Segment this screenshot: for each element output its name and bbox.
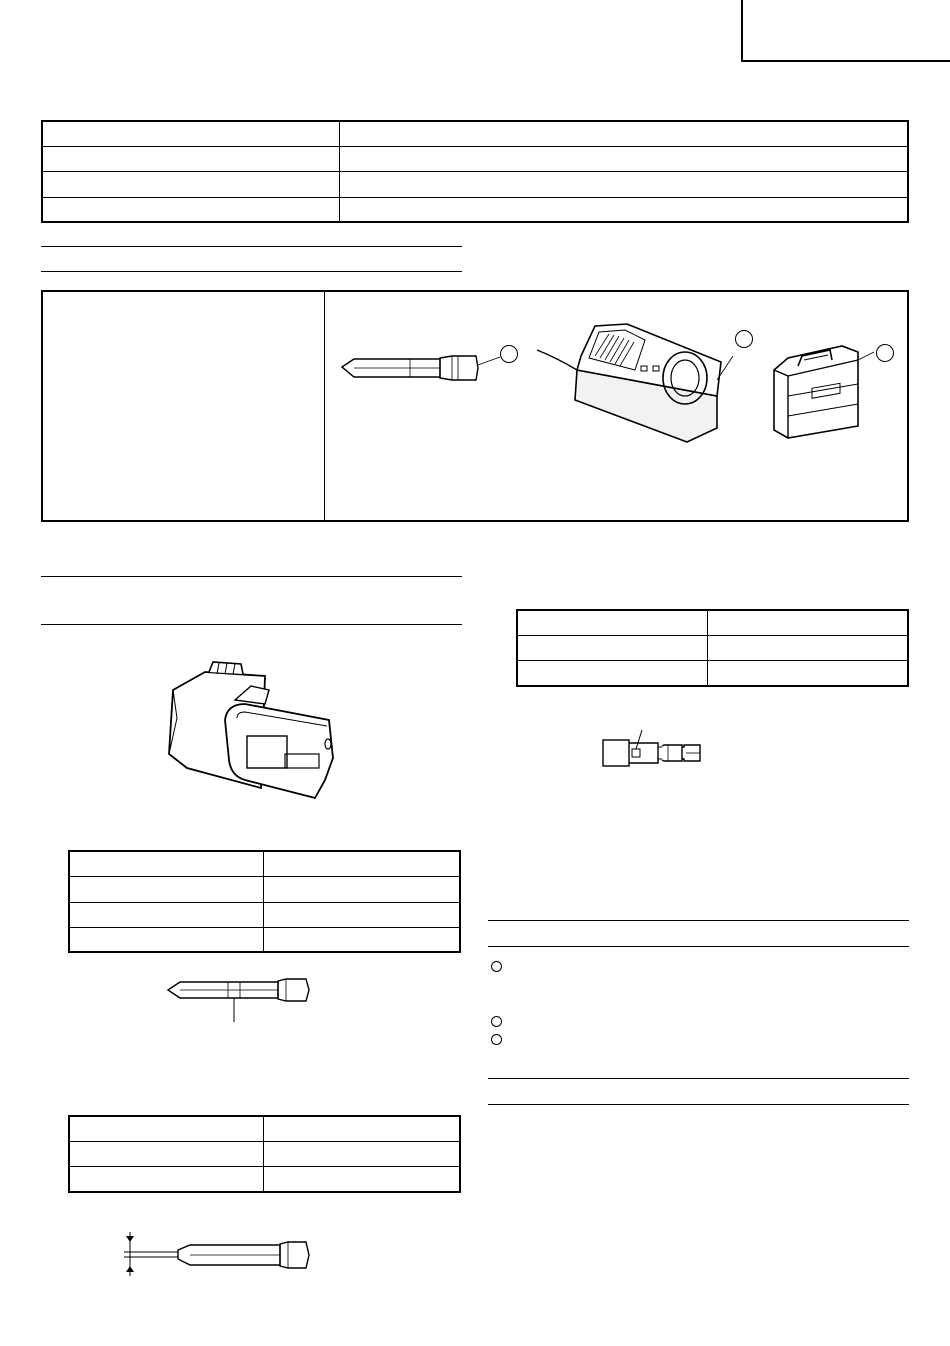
list-marker xyxy=(491,961,502,972)
battery-table xyxy=(68,850,461,953)
screwdriver-bit-figure xyxy=(340,345,500,385)
bit-table xyxy=(68,1115,461,1193)
section-rule xyxy=(488,1078,909,1079)
section-rule xyxy=(488,1104,909,1105)
battery-charger-figure xyxy=(537,320,737,450)
socket-table xyxy=(516,609,909,687)
page-number-box xyxy=(741,0,950,62)
battery-pack-figure xyxy=(165,660,345,800)
accessories-divider xyxy=(324,292,325,520)
carrying-case-figure xyxy=(768,330,878,440)
section-rule xyxy=(41,246,462,247)
specifications-table xyxy=(41,120,909,223)
section-rule xyxy=(41,271,462,272)
callout-circle xyxy=(735,330,753,348)
section-rule xyxy=(41,624,462,625)
callout-circle xyxy=(876,344,894,362)
list-marker xyxy=(491,1034,502,1045)
section-rule xyxy=(488,946,909,947)
section-rule xyxy=(488,920,909,921)
phillips-bit-figure xyxy=(166,976,311,1024)
callout-circle xyxy=(500,345,518,363)
slotted-bit-figure xyxy=(120,1232,315,1280)
section-rule xyxy=(41,576,462,577)
list-marker xyxy=(491,1016,502,1027)
socket-bit-figure xyxy=(602,730,704,770)
